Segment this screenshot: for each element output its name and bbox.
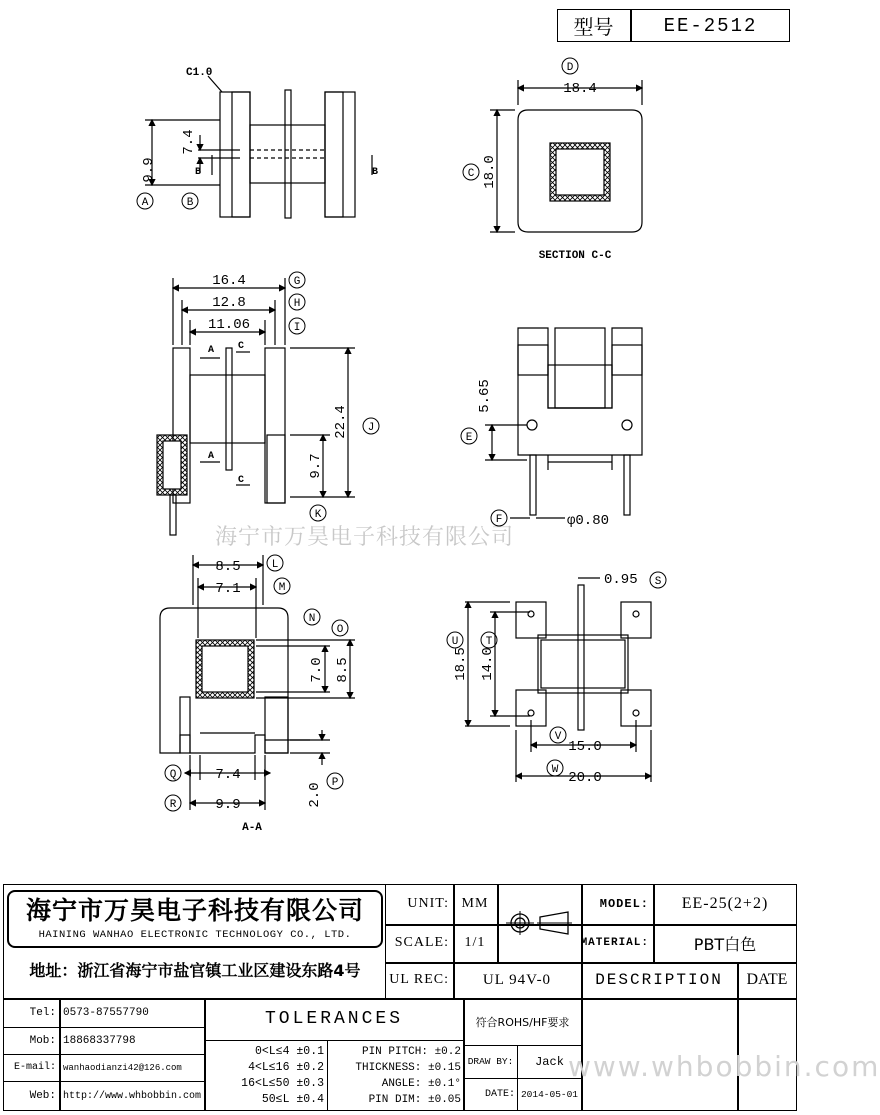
callout-f: F	[495, 514, 503, 526]
contact-web-value[interactable]: http://www.whbobbin.com	[63, 1090, 202, 1102]
pin-tolerance-row: ANGLE: ±0.1°	[381, 1078, 461, 1090]
section-b-left: B	[195, 167, 202, 178]
callout-a: A	[141, 197, 149, 209]
callout-q: Q	[169, 769, 177, 781]
scale-label: SCALE:	[394, 935, 449, 950]
tolerance-row: 0<L≤4 ±0.1	[254, 1045, 324, 1058]
section-a-top: A	[208, 345, 215, 356]
pin-tolerance-row: PIN PITCH: ±0.2	[361, 1046, 461, 1058]
company-name-cn: 海宁市万昊电子科技有限公司	[25, 896, 364, 925]
unit-label: UNIT:	[407, 896, 449, 911]
view-section	[490, 80, 642, 232]
tolerance-row: 50≤L ±0.4	[261, 1093, 324, 1106]
view-top	[145, 76, 372, 218]
dim-c1: C1.0	[186, 67, 213, 79]
grid-line	[327, 1040, 328, 1111]
dim-top-inner: 7.4	[181, 129, 197, 155]
dim-t: 14.0	[480, 647, 496, 681]
dim-i: 11.06	[207, 317, 251, 333]
material-label: MATERIAL:	[580, 937, 649, 949]
unit-value: MM	[461, 896, 489, 911]
callout-v: V	[554, 731, 562, 743]
dim-top-height: 9.9	[141, 157, 157, 183]
contact-email-value[interactable]: wanhaodianzi42@126.com	[63, 1062, 182, 1073]
ulrec-label: UL REC:	[389, 972, 449, 987]
callout-e: E	[465, 432, 473, 444]
dim-e: 5.65	[477, 379, 493, 413]
description-label: DESCRIPTION	[595, 971, 723, 989]
draw-by-label: DRAW BY:	[467, 1056, 514, 1067]
callout-g: G	[293, 276, 301, 288]
contact-tel-label: Tel:	[29, 1006, 56, 1019]
callout-b: B	[186, 197, 194, 209]
callout-p: P	[331, 777, 339, 789]
callout-c: C	[467, 168, 475, 180]
section-a-bottom: A	[208, 451, 215, 462]
aa-caption: A-A	[242, 822, 262, 834]
pin-tolerance-row: PIN DIM: ±0.05	[368, 1094, 461, 1106]
dim-u: 18.5	[453, 647, 469, 681]
dim-j: 22.4	[333, 405, 349, 439]
scale-value: 1/1	[464, 935, 486, 950]
dim-pin: φ0.80	[567, 513, 610, 529]
callout-j: J	[367, 422, 375, 434]
tolerances-title: TOLERANCES	[264, 1009, 404, 1029]
callout-k: K	[314, 509, 322, 521]
callout-s: S	[654, 576, 662, 588]
contact-mob-label: Mob:	[29, 1034, 56, 1047]
view-aa	[160, 555, 355, 810]
model-value: EE-25(2+2)	[681, 895, 769, 912]
callout-t: T	[485, 636, 493, 648]
contact-tel-value: 0573-87557790	[63, 1006, 149, 1019]
dim-v: 15.0	[568, 739, 602, 755]
grid-line	[204, 1040, 463, 1041]
section-c-top: C	[238, 341, 245, 352]
date-by-value: 2014-05-01	[520, 1089, 578, 1100]
dim-section-width: 18.4	[563, 81, 597, 97]
view-front	[485, 328, 642, 518]
dim-k: 9.7	[308, 453, 324, 479]
callout-m: M	[278, 582, 286, 594]
pin-tolerance-rows	[329, 1044, 461, 1108]
dim-h: 12.8	[212, 295, 246, 311]
dim-o: 8.5	[335, 657, 351, 683]
tolerance-row: 4<L≤16 ±0.2	[248, 1061, 324, 1074]
callout-w: W	[551, 764, 559, 776]
tolerance-rows	[206, 1044, 324, 1108]
dim-n: 7.0	[309, 657, 325, 683]
callout-l: L	[271, 559, 279, 571]
section-c-bottom: C	[238, 475, 245, 486]
dim-m: 7.1	[215, 581, 241, 597]
view-side	[157, 278, 355, 535]
dim-r: 9.9	[215, 797, 241, 813]
callout-o: O	[336, 624, 344, 636]
header-type-label: 型号	[573, 17, 614, 39]
callout-i: I	[293, 322, 301, 334]
dim-section-height: 18.0	[482, 155, 498, 189]
company-address: 地址：浙江省海宁市盐官镇工业区建设东路4号	[29, 960, 361, 980]
dim-g: 16.4	[212, 273, 246, 289]
callout-r: R	[169, 799, 177, 811]
dim-p: 2.0	[307, 782, 323, 808]
ulrec-value: UL 94V-0	[482, 971, 552, 988]
callout-n: N	[308, 613, 316, 625]
dim-q: 7.4	[215, 767, 241, 783]
watermark-bottom: www.whbobbin.com	[568, 1050, 880, 1083]
dim-w: 20.0	[568, 770, 602, 786]
section-caption: SECTION C-C	[538, 250, 612, 262]
rohs-note: 符合ROHS/HF要求	[475, 1015, 570, 1029]
dim-l: 8.5	[215, 559, 241, 575]
dim-s: 0.95	[604, 572, 638, 588]
date-label: DATE	[746, 971, 788, 988]
tolerance-row: 16<L≤50 ±0.3	[241, 1077, 324, 1090]
material-value: PBT白色	[693, 934, 757, 954]
callout-h: H	[293, 298, 301, 310]
draw-by-value: Jack	[535, 1054, 564, 1069]
model-label: MODEL:	[599, 897, 649, 911]
header-type-value: EE-2512	[663, 14, 758, 37]
date-by-label: DATE:	[484, 1089, 515, 1100]
pin-tolerance-row: THICKNESS: ±0.15	[355, 1062, 461, 1074]
section-b-right: B	[372, 167, 379, 178]
callout-d: D	[566, 62, 574, 74]
projection-symbol-icon	[498, 884, 581, 962]
watermark-center: 海宁市万昊电子科技有限公司	[215, 525, 515, 550]
callout-u: U	[451, 636, 459, 648]
company-name-en: HAINING WANHAO ELECTRONIC TECHNOLOGY CO., LTD.	[38, 929, 352, 941]
contact-web-label: Web:	[29, 1090, 56, 1102]
contact-email-label: E-mail:	[13, 1062, 56, 1073]
contact-mob-value: 18868337798	[63, 1034, 136, 1047]
